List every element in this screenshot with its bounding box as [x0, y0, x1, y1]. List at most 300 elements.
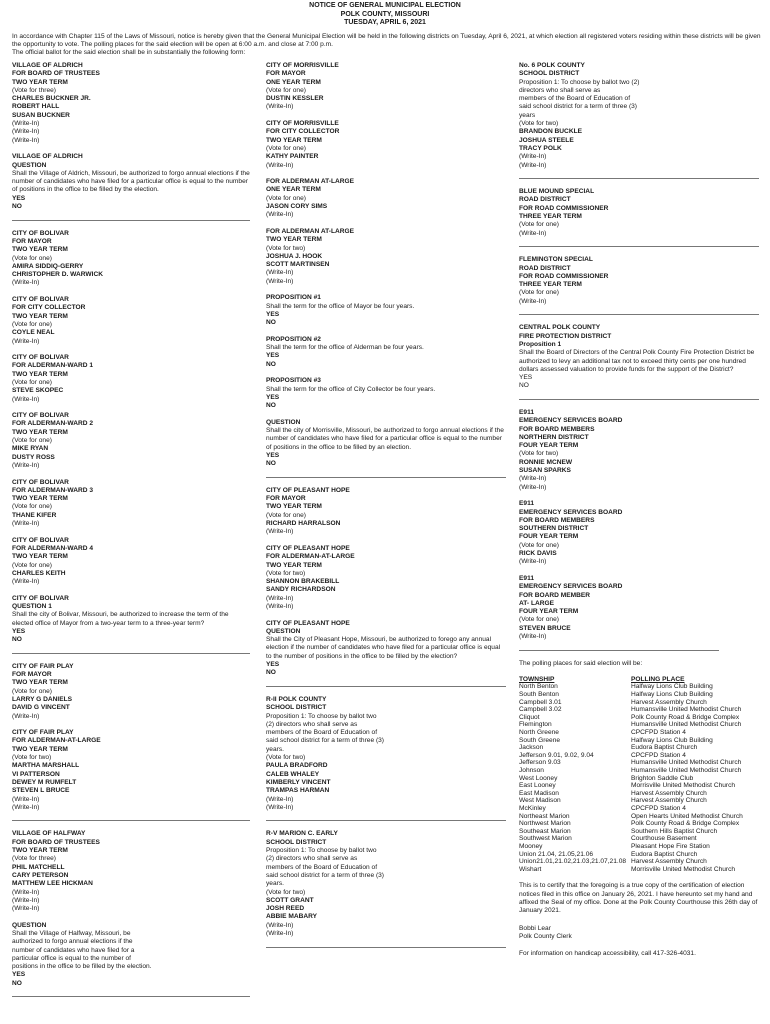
- ballot-line: STEVEN L BRUCE: [12, 787, 70, 795]
- polling-place-cell: Eudora Baptist Church: [631, 744, 698, 752]
- ballot-line: FOUR YEAR TERM: [519, 442, 579, 450]
- ballot-line: CITY OF BOLIVAR: [12, 536, 69, 544]
- ballot-line: CALEB WHALEY: [266, 770, 320, 778]
- ballot-line: Shall the city of Bolivar, Missouri, be authorized to increase the term of the elected office of Mayor from a two-year term to a three-year term?: [12, 611, 229, 627]
- vote-instruction: (Vote for two): [266, 569, 306, 577]
- ballot-line: CENTRAL POLK COUNTY: [519, 324, 601, 332]
- write-in-line: (Write-In): [266, 795, 294, 803]
- ballot-line: ABBIE MABARY: [266, 913, 318, 921]
- vote-instruction: (Vote for one): [12, 320, 52, 328]
- ballot-section: [519, 575, 759, 641]
- ballot-section: [519, 188, 759, 238]
- write-in-line: (Write-In): [519, 633, 547, 640]
- ballot-choice: YES: [266, 451, 280, 459]
- section-divider: [266, 820, 506, 821]
- ballot-line: RONNIE MCNEW: [519, 458, 573, 466]
- ballot-section: [12, 479, 250, 529]
- ballot-section: [12, 729, 250, 812]
- ballot-section: [519, 409, 759, 492]
- ballot-line: CHARLES BUCKNER JR.: [12, 95, 91, 103]
- vote-instruction: (Vote for one): [519, 221, 559, 229]
- polling-place-cell: Halfway Lions Club Building: [631, 683, 713, 691]
- ballot-line: (2) directors who shall serve as: [266, 855, 358, 863]
- ballot-choice: NO: [12, 979, 22, 987]
- polling-row: [519, 835, 743, 843]
- polling-row: [519, 699, 743, 707]
- ballot-section: [266, 178, 506, 219]
- ballot-line: KIMBERLY VINCENT: [266, 778, 331, 786]
- ballot-line: QUESTION: [12, 161, 47, 169]
- intro-ballot-form-text: The official ballot for the said election shall be in substantially the following form:: [12, 49, 246, 57]
- polling-row: [519, 866, 743, 874]
- polling-header-row: [519, 676, 743, 684]
- ballot-line: RICHARD HARRALSON: [266, 520, 341, 528]
- ballot-line: FOR ALDERMAN-AT-LARGE: [12, 737, 101, 745]
- section-divider: [266, 947, 506, 948]
- ballot-line: TWO YEAR TERM: [266, 136, 322, 144]
- ballot-line: KATHY PAINTER: [266, 153, 319, 161]
- ballot-line: Shall the Village of Aldrich, Missouri, be authorized to forgo annual elections if the number of candidates who have filed for a particular office is equal to the number of positions in the office to be filled by the election.: [12, 169, 250, 194]
- ballot-line: Shall the city of Morrisville, Missouri, be authorized to forgo annual elections if the number of candidates who have filed for a particular office is equal to the number of positions in the office to be filled by an election.: [266, 427, 504, 451]
- ballot-section: [266, 62, 506, 112]
- ballot-line: CITY OF BOLIVAR: [12, 478, 69, 486]
- ballot-section: [266, 830, 506, 938]
- ballot-line: R-II POLK COUNTY: [266, 695, 327, 703]
- write-in-line: (Write-In): [266, 103, 294, 111]
- ballot-line: members of the Board of Education of: [266, 863, 378, 871]
- ballot-column-3-blocks: [519, 62, 759, 651]
- vote-instruction: (Vote for two): [519, 120, 559, 128]
- ballot-line: said school district for a term of three (3): [519, 103, 637, 111]
- ballot-choice: YES: [12, 194, 26, 202]
- ballot-section: [12, 296, 250, 346]
- polling-place-cell: Pleasant Hope Fire Station: [631, 842, 710, 850]
- notice-title: NOTICE OF GENERAL MUNICIPAL ELECTION: [309, 2, 461, 9]
- township-cell: South Benton: [519, 691, 559, 699]
- ballot-line: CITY OF PLEASANT HOPE: [266, 544, 350, 552]
- ballot-line: TWO YEAR TERM: [12, 847, 68, 855]
- write-in-line: (Write-In): [12, 395, 40, 403]
- polling-row: [519, 759, 743, 767]
- ballot-choice: NO: [266, 402, 276, 410]
- polling-row: [519, 683, 743, 691]
- accessibility-info: For information on handicap accessibility, call 417-326-4031.: [519, 950, 696, 958]
- write-in-line: (Write-In): [12, 120, 40, 128]
- ballot-line: CITY OF PLEASANT HOPE: [266, 619, 350, 627]
- ballot-line: FOR CITY COLLECTOR: [12, 304, 86, 312]
- polling-row: [519, 752, 743, 760]
- ballot-line: FOR CITY COLLECTOR: [266, 128, 340, 136]
- notice-date: TUESDAY, APRIL 6, 2021: [344, 19, 426, 26]
- ballot-line: FOR BOARD MEMBER: [519, 591, 591, 599]
- polling-row: [519, 714, 743, 722]
- ballot-section: [12, 663, 250, 721]
- polling-place-cell: Harvest Assembly Church: [631, 858, 707, 866]
- ballot-line: FOR ALDERMAN-WARD 3: [12, 486, 94, 494]
- write-in-line: (Write-In): [266, 803, 294, 811]
- write-in-line: (Write-In): [519, 229, 547, 237]
- ballot-line: JASON CORY SIMS: [266, 203, 328, 211]
- ballot-line: MIKE RYAN: [12, 445, 49, 453]
- ballot-choice: NO: [266, 460, 276, 468]
- ballot-choice: NO: [266, 360, 276, 368]
- ballot-choice: YES: [519, 374, 533, 382]
- ballot-line: JOSHUA STEELE: [519, 136, 574, 144]
- write-in-line: (Write-In): [12, 896, 40, 904]
- ballot-line: PROPOSITION #1: [266, 294, 321, 302]
- write-in-line: (Write-In): [266, 277, 294, 285]
- ballot-line: E911: [519, 500, 535, 508]
- ballot-choice: NO: [12, 203, 22, 211]
- ballot-line: FOR ROAD COMMISSIONER: [519, 272, 609, 280]
- write-in-line: (Write-In): [519, 475, 547, 483]
- ballot-line: VI PATTERSON: [12, 770, 60, 778]
- ballot-line: VILLAGE OF ALDRICH: [12, 153, 83, 161]
- vote-instruction: (Vote for two): [12, 754, 52, 762]
- ballot-line: TWO YEAR TERM: [12, 78, 68, 86]
- township-cell: Flemington: [519, 721, 552, 729]
- ballot-section: [12, 537, 250, 587]
- write-in-line: (Write-In): [519, 161, 547, 169]
- ballot-line: years.: [266, 745, 284, 753]
- write-in-line: (Write-In): [266, 929, 294, 937]
- ballot-choice: NO: [12, 636, 22, 644]
- ballot-line: SOUTHERN DISTRICT: [519, 525, 589, 533]
- polling-place-cell: Halfway Lions Club Building: [631, 736, 713, 744]
- ballot-line: PAULA BRADFORD: [266, 762, 328, 770]
- clerk-title: Polk County Clerk: [519, 932, 572, 940]
- ballot-line: FOR BOARD OF TRUSTEES: [12, 70, 100, 78]
- polling-place-cell: Brighton Saddle Club: [631, 774, 694, 782]
- polling-place-cell: Harvest Assembly Church: [631, 789, 707, 797]
- ballot-line: THREE YEAR TERM: [519, 213, 582, 221]
- vote-instruction: (Vote for three): [12, 86, 56, 94]
- ballot-section: [266, 336, 506, 369]
- ballot-column-3: [519, 62, 759, 958]
- ballot-line: Shall the term for the office of Alderman be four years.: [266, 344, 424, 352]
- section-divider: [12, 820, 250, 821]
- ballot-line: TWO YEAR TERM: [12, 495, 68, 503]
- write-in-line: (Write-In): [12, 128, 40, 136]
- ballot-line: SUSAN BUCKNER: [12, 111, 70, 119]
- section-divider: [266, 686, 506, 687]
- polling-place-cell: Southern Hills Baptist Church: [631, 827, 718, 835]
- ballot-line: Shall the Board of Directors of the Central Polk County Fire Protection District be authorized to levy an additional tax not to exceed thirty cents per one hundred dollars assessed valuation to provide funds for the support of the District?: [519, 349, 755, 373]
- ballot-line: ROAD DISTRICT: [519, 196, 571, 204]
- ballot-line: FOR ALDERMAN-AT-LARGE: [266, 553, 355, 561]
- notice-header: [0, 2, 770, 28]
- vote-instruction: (Vote for one): [266, 194, 306, 202]
- polling-place-cell: Humansville United Methodist Church: [631, 721, 742, 729]
- township-cell: West Madison: [519, 797, 561, 805]
- ballot-line: SHANNON BRAKEBILL: [266, 578, 340, 586]
- write-in-line: (Write-In): [12, 136, 40, 144]
- ballot-line: JOSHUA J. HOOK: [266, 252, 323, 260]
- ballot-line: Shall the City of Pleasant Hope, Missouri, be authorized to forego any annual election if the number of candidates who have filed for a particular office is equal to the number of positions in the office to be filled by the election?: [266, 636, 501, 660]
- township-cell: Southeast Marion: [519, 827, 571, 835]
- polling-place-cell: Eudora Baptist Church: [631, 850, 698, 858]
- polling-places-body: [519, 683, 743, 873]
- polling-row: [519, 744, 743, 752]
- ballot-section: [266, 620, 506, 678]
- ballot-line: FOR ALDERMAN-WARD 2: [12, 420, 94, 428]
- ballot-line: CHRISTOPHER D. WARWICK: [12, 271, 103, 279]
- ballot-line: said school district for a term of three (3): [266, 871, 384, 879]
- polling-intro: The polling places for said election will be:: [519, 659, 643, 667]
- ballot-line: No. 6 POLK COUNTY: [519, 62, 585, 69]
- vote-instruction: (Vote for one): [12, 687, 52, 695]
- ballot-line: E911: [519, 574, 535, 582]
- ballot-column-1: [12, 62, 250, 1006]
- ballot-section: [266, 487, 506, 537]
- ballot-line: Proposition 1: To choose by ballot two: [266, 712, 377, 720]
- vote-instruction: (Vote for two): [266, 754, 306, 762]
- ballot-section: [12, 354, 250, 404]
- ballot-line: MARTHA MARSHALL: [12, 762, 80, 770]
- ballot-choice: YES: [266, 352, 280, 360]
- write-in-line: (Write-In): [266, 603, 294, 610]
- vote-instruction: (Vote for three): [12, 855, 56, 863]
- section-divider: [12, 220, 250, 221]
- ballot-line: TWO YEAR TERM: [12, 312, 68, 320]
- write-in-line: (Write-In): [12, 279, 40, 287]
- vote-instruction: (Vote for one): [12, 437, 52, 445]
- ballot-line: ONE YEAR TERM: [266, 186, 321, 194]
- ballot-line: STEVEN BRUCE: [519, 624, 571, 632]
- township-cell: North Greene: [519, 729, 559, 737]
- vote-instruction: (Vote for one): [519, 616, 559, 624]
- ballot-line: directors who shall serve as: [519, 86, 601, 94]
- write-in-line: (Write-In): [12, 337, 40, 345]
- polling-row: [519, 797, 743, 805]
- ballot-line: years.: [266, 880, 284, 888]
- ballot-line: SUSAN SPARKS: [519, 467, 571, 475]
- ballot-section: [266, 120, 506, 170]
- ballot-line: SCOTT GRANT: [266, 896, 314, 904]
- ballot-section: [519, 500, 759, 566]
- ballot-section: [12, 62, 250, 145]
- write-in-line: (Write-In): [519, 483, 547, 491]
- township-cell: Jackson: [519, 744, 544, 752]
- polling-row: [519, 691, 743, 699]
- ballot-line: FOR ROAD COMMISSIONER: [519, 204, 609, 212]
- vote-instruction: (Vote for one): [12, 378, 52, 386]
- polling-row: [519, 820, 743, 828]
- write-in-line: (Write-In): [519, 153, 547, 161]
- ballot-line: SCOTT MARTINSEN: [266, 261, 330, 269]
- vote-instruction: (Vote for two): [266, 888, 306, 896]
- ballot-line: Shall the term for the office of Mayor be four years.: [266, 302, 415, 310]
- polling-row: [519, 790, 743, 798]
- ballot-line: TWO YEAR TERM: [12, 246, 68, 254]
- ballot-line: TWO YEAR TERM: [12, 370, 68, 378]
- write-in-line: (Write-In): [266, 594, 294, 602]
- ballot-line: QUESTION: [266, 627, 301, 635]
- ballot-line: CITY OF BOLIVAR: [12, 354, 69, 362]
- polling-place-cell: Humansville United Methodist Church: [631, 759, 742, 767]
- ballot-line: NORTHERN DISTRICT: [519, 433, 589, 441]
- ballot-choice: YES: [266, 310, 280, 318]
- polling-place-cell: CPCFPD Station 4: [631, 751, 686, 759]
- ballot-section: [266, 545, 506, 611]
- write-in-line: (Write-In): [266, 528, 294, 536]
- polling-row: [519, 828, 743, 836]
- ballot-line: Shall the Village of Halfway, Missouri, be authorized to forgo annual elections if the number of candidates who have filed for a particular office is equal to the number of positions in the office to be filled by the election.: [12, 929, 152, 971]
- vote-instruction: (Vote for one): [12, 503, 52, 511]
- ballot-line: FOUR YEAR TERM: [519, 608, 579, 616]
- township-cell: Wishart: [519, 865, 542, 873]
- ballot-section: [266, 377, 506, 410]
- ballot-line: TRACY POLK: [519, 144, 562, 152]
- certification-text: This is to certify that the foregoing is a true copy of the certification of election notices filed in this office on January 26, 2021. I have hereunto set my hand and affixed the Seal of my office. Done at the Polk County Courthouse this 26th day of January 2021.: [519, 882, 758, 915]
- township-header: TOWNSHIP: [519, 675, 555, 683]
- ballot-line: STEVE SKOPEC: [12, 387, 64, 395]
- ballot-line: CITY OF PLEASANT HOPE: [266, 486, 350, 494]
- ballot-line: CITY OF BOLIVAR: [12, 594, 69, 602]
- polling-row: [519, 782, 743, 790]
- ballot-section: [266, 228, 506, 286]
- ballot-line: FOR MAYOR: [266, 70, 306, 78]
- polling-row: [519, 813, 743, 821]
- write-in-line: (Write-In): [519, 297, 547, 305]
- township-cell: South Greene: [519, 736, 561, 744]
- ballot-line: CITY OF FAIR PLAY: [12, 662, 74, 670]
- ballot-section: [519, 324, 759, 390]
- ballot-line: TWO YEAR TERM: [266, 503, 322, 511]
- ballot-line: MATTHEW LEE HICKMAN: [12, 880, 93, 888]
- ballot-line: DAVID G VINCENT: [12, 704, 70, 712]
- ballot-section: [519, 256, 759, 306]
- section-divider: [12, 653, 250, 654]
- polling-place-cell: CPCFPD Station 4: [631, 804, 686, 812]
- ballot-line: Shall the term for the office of City Collector be four years.: [266, 385, 436, 393]
- vote-instruction: (Vote for one): [266, 86, 306, 94]
- ballot-section: [519, 62, 759, 170]
- polling-row: [519, 737, 743, 745]
- write-in-line: (Write-In): [12, 888, 40, 896]
- vote-instruction: (Vote for one): [12, 561, 52, 569]
- write-in-line: (Write-In): [12, 795, 40, 803]
- write-in-line: (Write-In): [519, 558, 547, 566]
- ballot-section: [12, 922, 250, 988]
- intro-text: In accordance with Chapter 115 of the Laws of Missouri, notice is hereby given that the General Municipal Election will be held in the following districts on Tuesday, April 6, 2021, at which election all registered voters residing within these districts will be given the opportunity to vote. The polling places for the said election will be open at 6:00 a.m. and close at 7:00 p.m.: [12, 33, 761, 49]
- polling-place-cell: Courthouse Basement: [631, 835, 697, 843]
- ballot-line: EMERGENCY SERVICES BOARD: [519, 508, 623, 516]
- township-cell: West Looney: [519, 774, 558, 782]
- township-cell: North Benton: [519, 683, 558, 691]
- ballot-line: members of the Board of Education of: [266, 729, 378, 737]
- ballot-section: [12, 230, 250, 288]
- ballot-line: TWO YEAR TERM: [12, 553, 68, 561]
- polling-place-cell: Halfway Lions Club Building: [631, 691, 713, 699]
- section-divider: [519, 314, 759, 315]
- ballot-line: AMIRA SIDDIQ-GERRY: [12, 262, 84, 270]
- polling-place-cell: Humansville United Methodist Church: [631, 767, 742, 775]
- ballot-line: FOR MAYOR: [12, 237, 52, 245]
- ballot-line: FOR MAYOR: [12, 671, 52, 679]
- township-cell: Campbell 3.01: [519, 698, 562, 706]
- ballot-line: E911: [519, 408, 535, 416]
- ballot-line: QUESTION: [12, 921, 47, 929]
- ballot-section: [12, 153, 250, 211]
- ballot-line: QUESTION 1: [12, 603, 52, 610]
- ballot-line: AT- LARGE: [519, 599, 555, 607]
- polling-place-cell: Polk County Road & Bridge Complex: [631, 820, 740, 828]
- polling-row: [519, 767, 743, 775]
- ballot-line: FOR ALDERMAN AT-LARGE: [266, 178, 355, 186]
- ballot-choice: NO: [266, 319, 276, 327]
- township-cell: Northwest Marion: [519, 820, 571, 828]
- write-in-line: (Write-In): [12, 520, 40, 528]
- section-divider: [519, 246, 759, 247]
- ballot-line: FOR ALDERMAN-WARD 4: [12, 544, 94, 552]
- ballot-line: RICK DAVIS: [519, 550, 557, 558]
- write-in-line: (Write-In): [12, 578, 40, 586]
- write-in-line: (Write-In): [266, 269, 294, 277]
- township-cell: Mooney: [519, 842, 543, 850]
- ballot-line: EMERGENCY SERVICES BOARD: [519, 583, 623, 591]
- polling-row: [519, 706, 743, 714]
- ballot-line: TWO YEAR TERM: [266, 561, 322, 569]
- section-divider: [519, 178, 759, 179]
- ballot-line: FLEMINGTON SPECIAL: [519, 256, 593, 264]
- vote-instruction: (Vote for one): [519, 289, 559, 297]
- township-cell: Southwest Marion: [519, 835, 572, 843]
- ballot-choice: NO: [519, 382, 529, 390]
- ballot-line: Proposition 1: To choose by ballot two: [266, 847, 377, 855]
- write-in-line: (Write-In): [266, 921, 294, 929]
- ballot-line: TWO YEAR TERM: [12, 679, 68, 687]
- ballot-line: EMERGENCY SERVICES BOARD: [519, 417, 623, 425]
- polling-row: [519, 858, 743, 866]
- township-cell: McKinley: [519, 804, 546, 812]
- township-cell: Jefferson 9.03: [519, 759, 561, 767]
- section-divider: [266, 477, 506, 478]
- township-cell: Cliquot: [519, 713, 540, 721]
- township-cell: Union21.01,21.02,21.03,21.07,21.08: [519, 858, 627, 866]
- section-divider: [519, 399, 759, 400]
- ballot-line: TWO YEAR TERM: [12, 428, 68, 436]
- township-cell: East Looney: [519, 782, 556, 790]
- ballot-line: SANDY RICHARDSON: [266, 586, 336, 594]
- ballot-line: CITY OF MORRISVILLE: [266, 120, 339, 128]
- polling-place-header: POLLING PLACE: [631, 675, 685, 683]
- ballot-choice: NO: [266, 669, 276, 677]
- ballot-choice: YES: [12, 627, 26, 635]
- ballot-line: FOR BOARD OF TRUSTEES: [12, 838, 100, 846]
- ballot-line: SCHOOL DISTRICT: [519, 70, 580, 78]
- ballot-line: TWO YEAR TERM: [266, 236, 322, 244]
- ballot-section: [266, 294, 506, 327]
- polling-place-cell: Harvest Assembly Church: [631, 797, 707, 805]
- polling-place-cell: Humansville United Methodist Church: [631, 706, 742, 714]
- ballot-section: [266, 419, 506, 469]
- ballot-line: CITY OF MORRISVILLE: [266, 62, 339, 69]
- ballot-line: JOSH REED: [266, 905, 305, 913]
- ballot-line: SCHOOL DISTRICT: [266, 838, 327, 846]
- ballot-line: FOUR YEAR TERM: [519, 533, 579, 541]
- vote-instruction: (Vote for one): [12, 254, 52, 262]
- write-in-line: (Write-In): [12, 803, 40, 811]
- polling-places-table: [519, 676, 743, 873]
- polling-place-cell: Morrisville United Methodist Church: [631, 782, 736, 790]
- intro-paragraph: [12, 33, 764, 58]
- ballot-line: years: [519, 111, 536, 119]
- ballot-line: PHIL MATCHELL: [12, 863, 65, 871]
- ballot-line: FOR BOARD MEMBERS: [519, 425, 595, 433]
- polling-place-cell: Harvest Assembly Church: [631, 698, 707, 706]
- ballot-line: CHARLES KEITH: [12, 569, 66, 577]
